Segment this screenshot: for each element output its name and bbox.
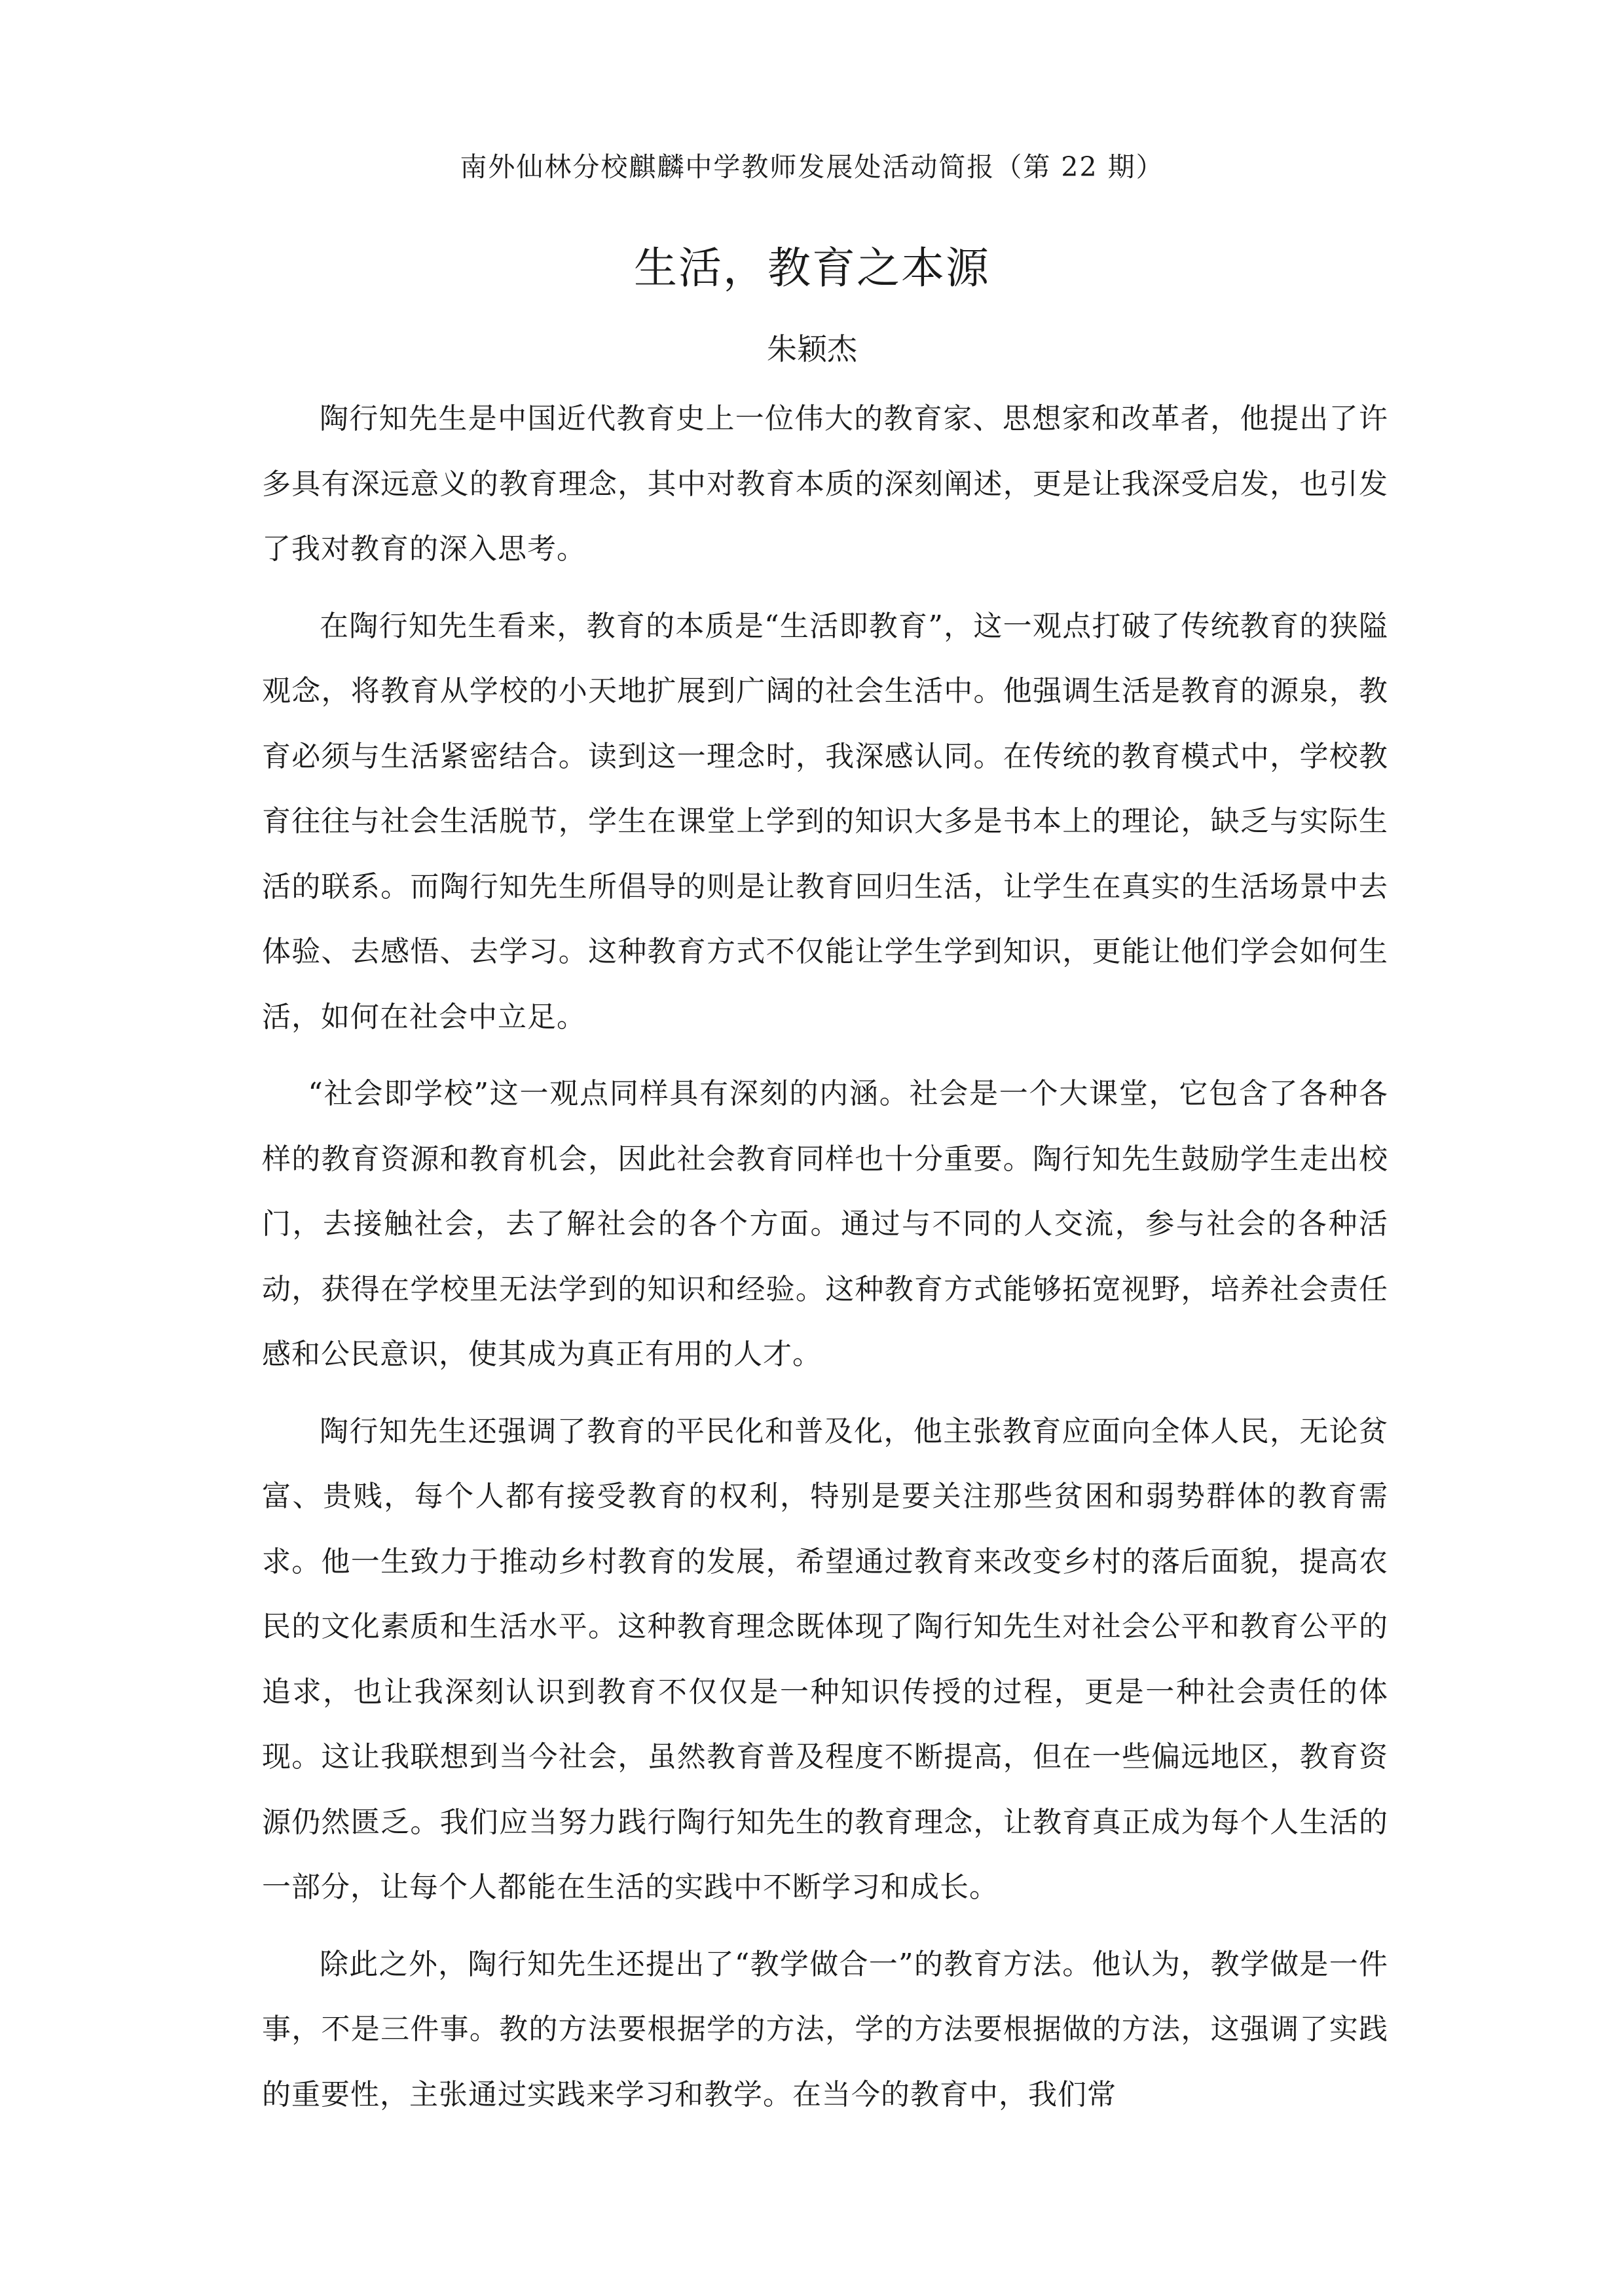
paragraph-1: 陶行知先生是中国近代教育史上一位伟大的教育家、思想家和改革者，他提出了许多具有深远意义的教育理念，其中对教育本质的深刻阐述，更是让我深受启发，也引发了我对教育的深入思考。 [262,402,1388,566]
paragraph-5: 除此之外，陶行知先生还提出了“教学做合一”的教育方法。他认为，教学做是一件事，不是三件事。教的方法要根据学的方法，学的方法要根据做的方法，这强调了实践的重要性，主张通过实践来学习和教学。在当今的教育中，我们常 [262,1947,1388,2111]
paragraph-2: 在陶行知先生看来，教育的本质是“生活即教育”，这一观点打破了传统教育的狭隘观念，将教育从学校的小天地扩展到广阔的社会生活中。他强调生活是教育的源泉，教育必须与生活紧密结合。读到这一理念时，我深感认同。在传统的教育模式中，学校教育往往与社会生活脱节，学生在课堂上学到的知识大多是书本上的理论，缺乏与实际生活的联系。而陶行知先生所倡导的则是让教育回归生活，让学生在真实的生活场景中去体验、去感悟、去学习。这种教育方式不仅能让学生学到知识，更能让他们学会如何生活，如何在社会中立足。 [262,609,1388,1034]
article-title: 生活，教育之本源 [634,243,990,293]
paragraph-4: 陶行知先生还强调了教育的平民化和普及化，他主张教育应面向全体人民，无论贫富、贵贱，每个人都有接受教育的权利，特别是要关注那些贫困和弱势群体的教育需求。他一生致力于推动乡村教育的发展，希望通过教育来改变乡村的落后面貌，提高农民的文化素质和生活水平。这种教育理念既体现了陶行知先生对社会公平和教育公平的追求，也让我深刻认识到教育不仅仅是一种知识传授的过程，更是一种社会责任的体现。这让我联想到当今社会，虽然教育普及程度不断提高，但在一些偏远地区，教育资源仍然匮乏。我们应当努力践行陶行知先生的教育理念，让教育真正成为每个人生活的一部分，让每个人都能在生活的实践中不断学习和成长。 [262,1414,1388,1904]
article-body [262,386,1388,2139]
newsletter-header: 南外仙林分校麒麟中学教师发展处活动简报（第 22 期） [460,151,1164,183]
paragraph-3: “社会即学校”这一观点同样具有深刻的内涵。社会是一个大课堂，它包含了各种各样的教育资源和教育机会，因此社会教育同样也十分重要。陶行知先生鼓励学生走出校门，去接触社会，去了解社会的各个方面。通过与不同的人交流，参与社会的各种活动，获得在学校里无法学到的知识和经验。这种教育方式能够拓宽视野，培养社会责任感和公民意识，使其成为真正有用的人才。 [262,1077,1388,1371]
article-author: 朱颖杰 [767,331,857,367]
